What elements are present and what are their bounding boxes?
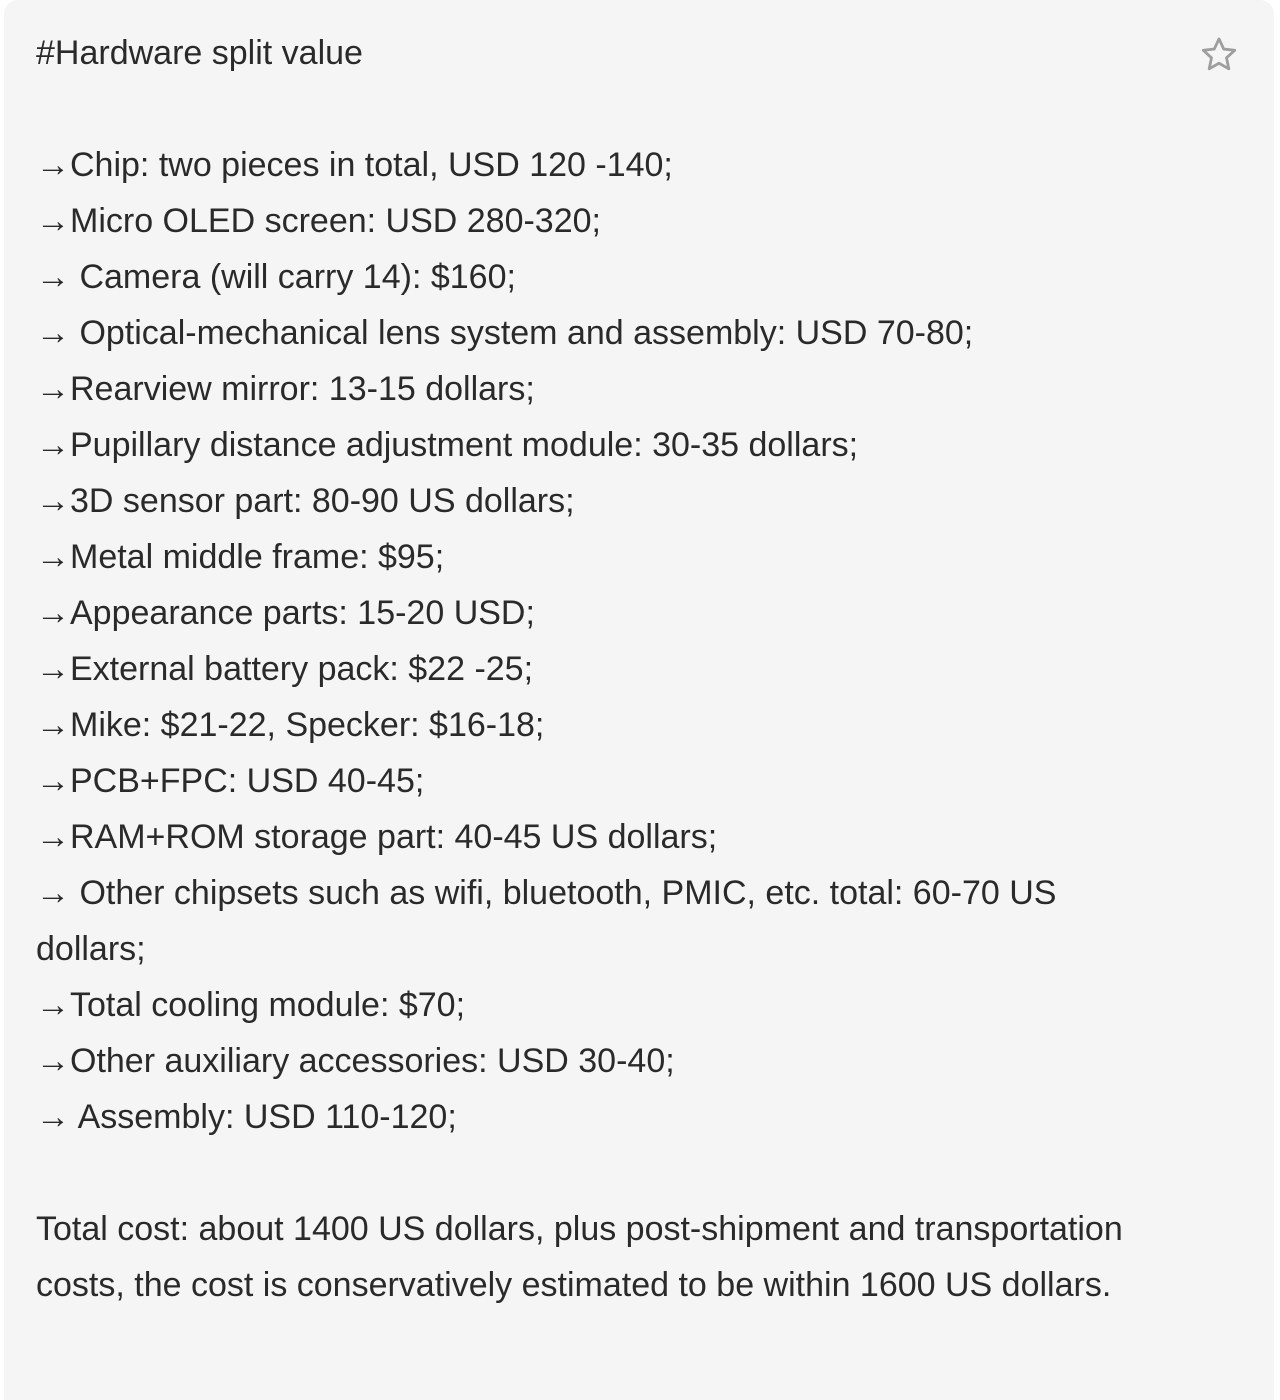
note-heading: #Hardware split value [36, 34, 363, 72]
cost-item: →Rearview mirror: 13-15 dollars; [36, 370, 535, 408]
cost-item: → Other chipsets such as wifi, bluetooth, PMIC, etc. total: 60-70 US dollars; [36, 874, 1057, 968]
cost-item: → Assembly: USD 110-120; [36, 1098, 457, 1136]
cost-item: →Pupillary distance adjustment module: 30-35 dollars; [36, 426, 859, 464]
cost-item: →Metal middle frame: $95; [36, 538, 445, 576]
spacer [36, 1145, 1156, 1201]
cost-item: →Appearance parts: 15-20 USD; [36, 594, 535, 632]
total-cost-summary: Total cost: about 1400 US dollars, plus post-shipment and transportation costs, the cost is conservatively estimated to be within 1600 US dollars. [36, 1210, 1123, 1304]
cost-item: → Optical-mechanical lens system and assembly: USD 70-80; [36, 314, 974, 352]
spacer [36, 81, 1156, 137]
note-content [36, 25, 1156, 1313]
cost-item: →External battery pack: $22 -25; [36, 650, 534, 688]
note-card [4, 0, 1274, 1400]
cost-item: →Chip: two pieces in total, USD 120 -140; [36, 146, 673, 184]
cost-item: → Camera (will carry 14): $160; [36, 258, 516, 296]
cost-item: →PCB+FPC: USD 40-45; [36, 762, 425, 800]
cost-item: →3D sensor part: 80-90 US dollars; [36, 482, 575, 520]
cost-item: →Other auxiliary accessories: USD 30-40; [36, 1042, 675, 1080]
star-icon[interactable] [1198, 34, 1240, 76]
cost-item: →Micro OLED screen: USD 280-320; [36, 202, 601, 240]
cost-item: →Total cooling module: $70; [36, 986, 466, 1024]
cost-item: →RAM+ROM storage part: 40-45 US dollars; [36, 818, 718, 856]
cost-item: →Mike: $21-22, Specker: $16-18; [36, 706, 545, 744]
